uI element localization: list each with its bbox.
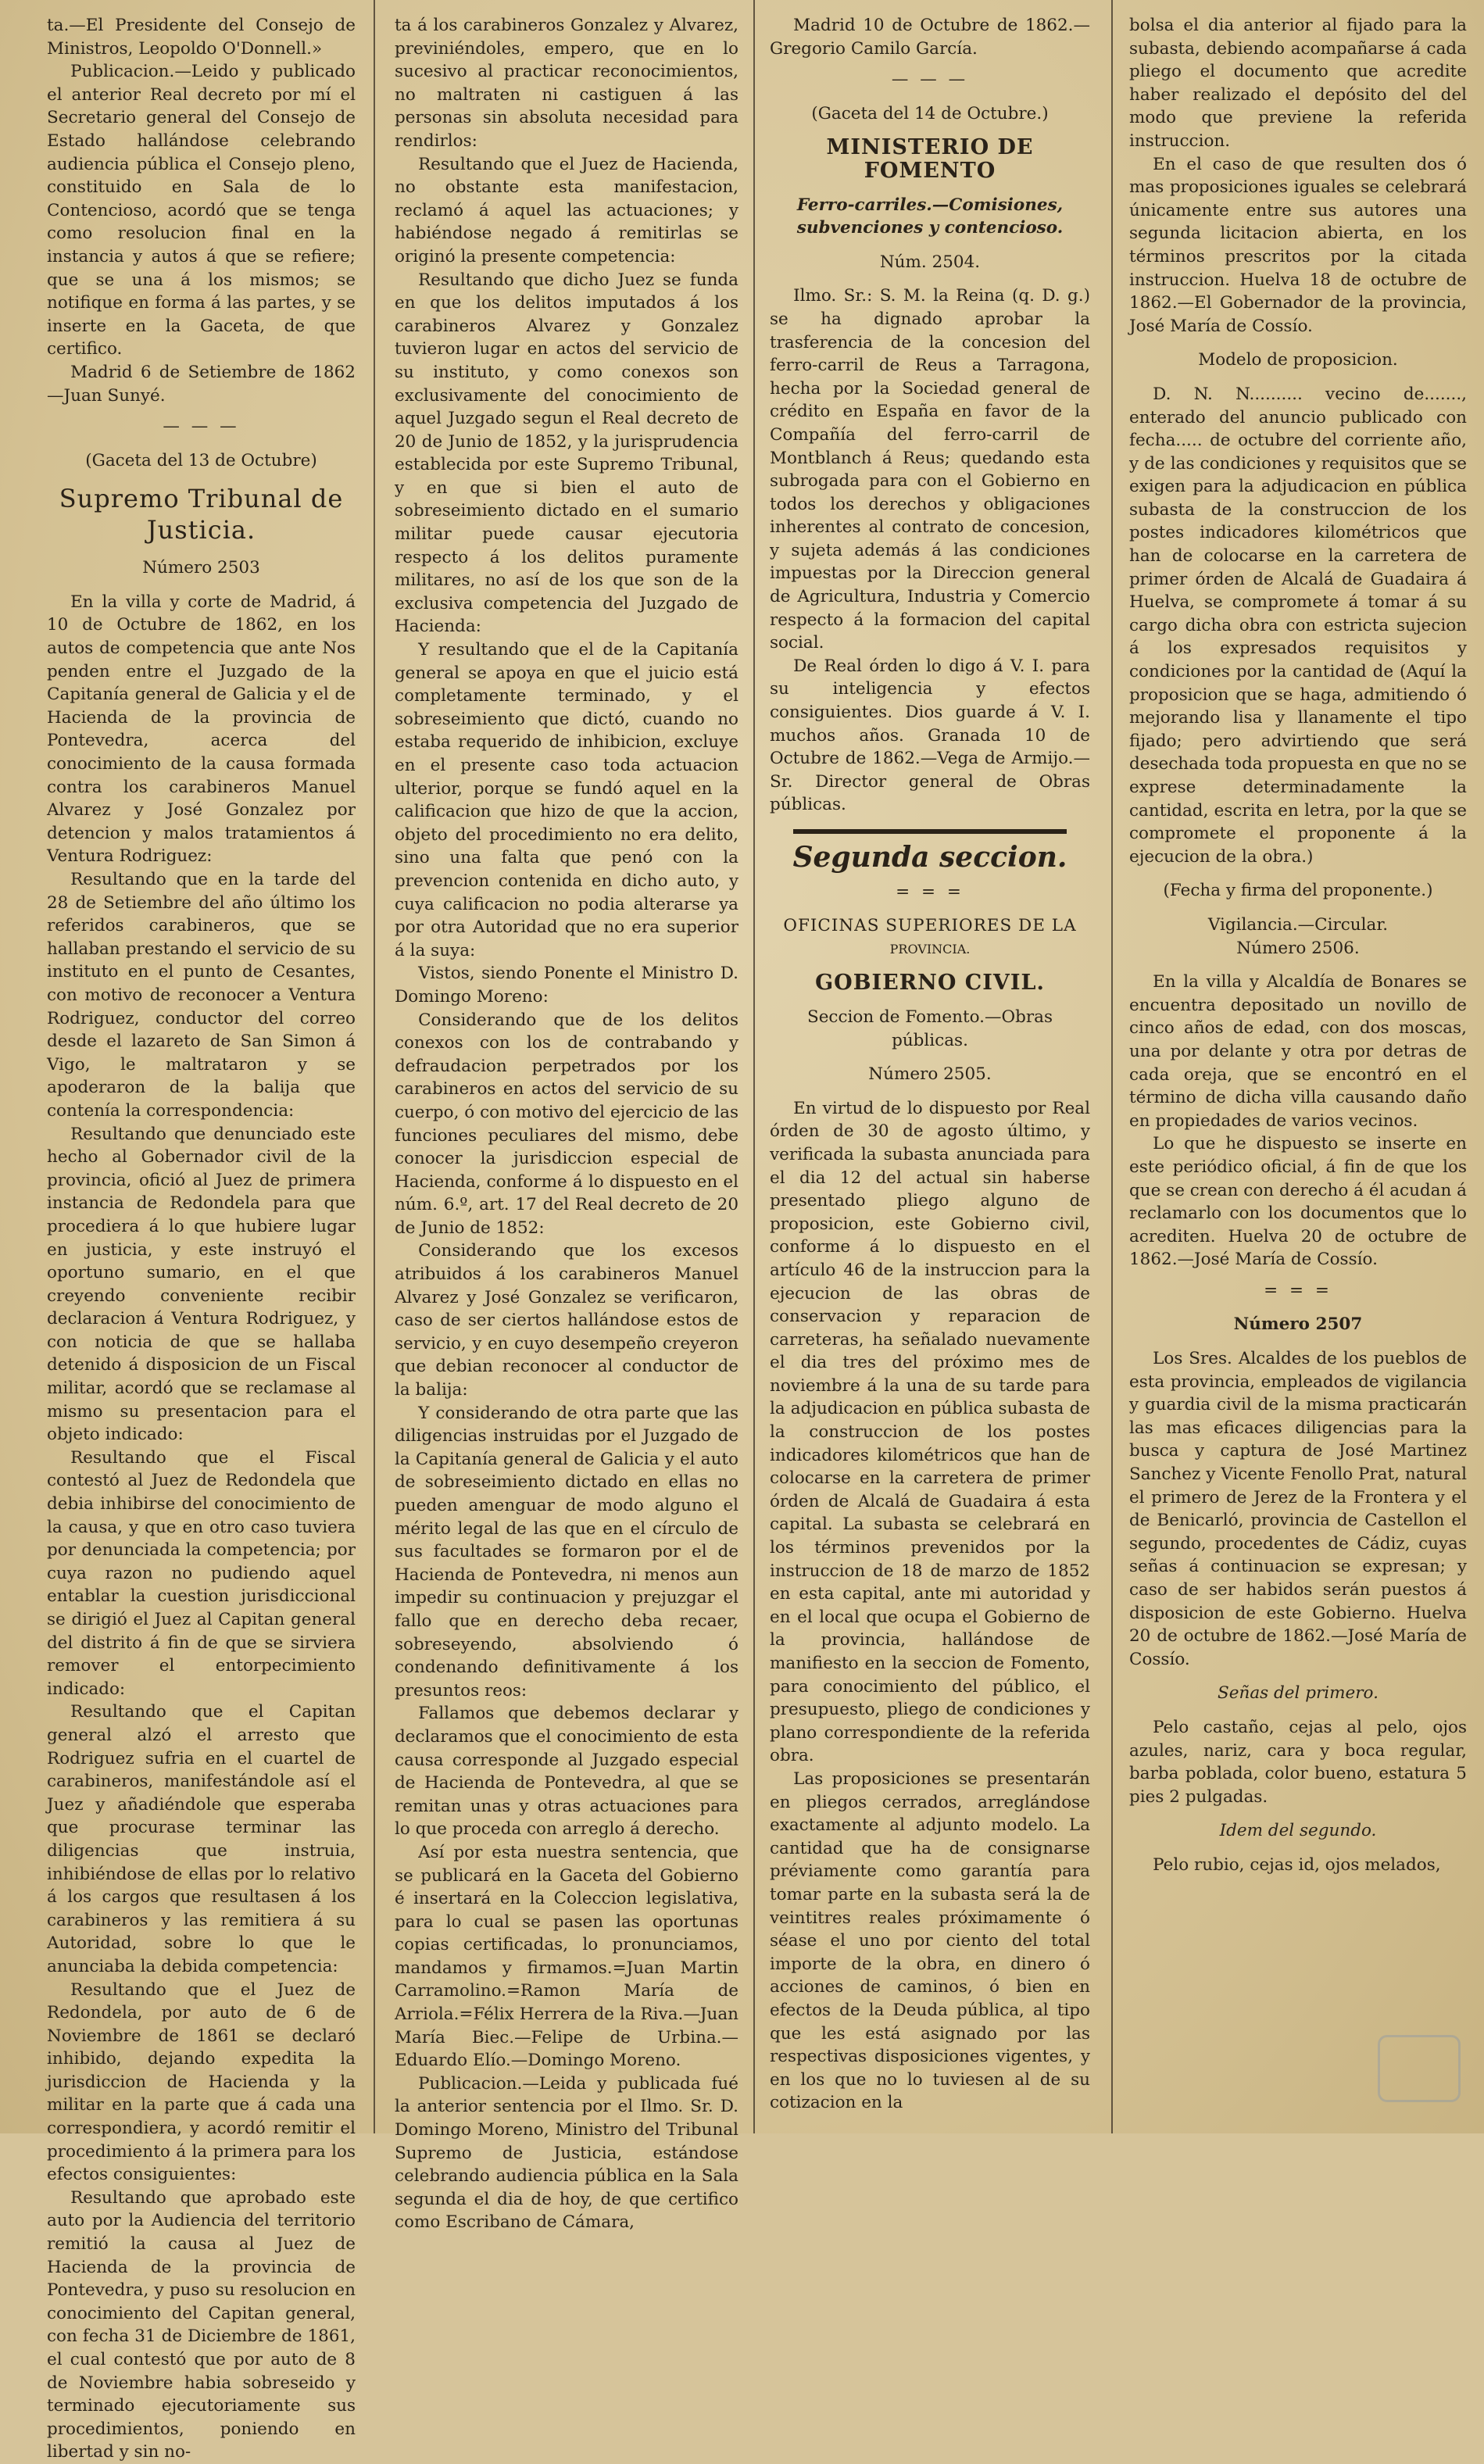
paragraph: Fallamos que debemos declarar y declaramos que el conocimiento de esta causa corresponde al Juzgado especial de Hacienda de Pontevedra, al que se remitan unas y otras actuaciones para lo que proceda con arreglo á derecho.: [395, 1704, 738, 1840]
features-heading: Idem del segundo.: [1219, 1821, 1377, 1841]
paragraph: Resultando que el Juez de Redondela, por auto de 6 de Noviembre de 1861 se declaró inhibido, dejando expedita la jurisdiccion de Hacienda y la militar en la parte que á cada una correspondiera, y acordó remitir el procedimiento á la primera para los efectos consiguientes:: [47, 1979, 356, 2185]
vigilancia-heading: Vigilancia.—Circular.: [1207, 914, 1389, 935]
paragraph: D. N. N.......... vecino de......., enterado del anuncio publicado con fecha..... de octubre del corriente año, y de las condiciones y requisitos que se exigen para la adjudicacion en pública subasta de la construccion de los postes indicadores kilométricos que han de colocarse en la carretera de primer órden de Alcalá de Guadaira á Huelva, se compromete á tomar á su cargo dicha obra con estricta sujecion á los expresados requisitos y condiciones por la cantidad de (Aquí la proposicion que se haga, admitiendo ó mejorando lisa y llanamente el tipo fijado; pero advirtiendo que será desechada toda propuesta en que no se exprese determinadamente la cantidad, escrita en letra, por la que se compromete el proponente á la ejecucion de la obra.): [1129, 384, 1467, 867]
paragraph: Resultando que en la tarde del 28 de Setiembre del año último los referidos carabineros, que se hallaban prestando el servicio de su instituto en el punto de Cesantes, con motivo de reconocer a Ventura Rodriguez, conductor del correo desde el lazareto de San Simon á Vigo, le maltrataron y se apoderaron de la balija que contenía la correspondencia:: [47, 870, 356, 1121]
paragraph: Pelo castaño, cejas al pelo, ojos azules, nariz, cara y boca regular, barba poblada, color bueno, estatura 5 pies 2 pulgadas.: [1129, 1717, 1467, 1807]
library-stamp-icon: [1378, 2035, 1461, 2102]
paragraph: ta á los carabineros Gonzalez y Alvarez, previniéndoles, empero, que en lo sucesivo al practicar reconocimientos, no maltraten ni castiguen á las personas sin absoluta necesidad para rendirlos:: [395, 16, 738, 151]
paragraph: ta.—El Presidente del Consejo de Ministros, Leopoldo O'Donnell.»: [47, 16, 356, 59]
section-heading: Segunda seccion.: [792, 841, 1067, 874]
paragraph: En la villa y Alcaldía de Bonares se encuentra depositado un novillo de cinco años de edad, con dos moscas, una por delante y otra por detras de cada oreja, que se encontró en el término de dicha villa causando daño en propiedades de varios vecinos.: [1129, 972, 1467, 1131]
paragraph: Resultando que aprobado este auto por la Audiencia del territorio remitió la causa al Juez de Hacienda de la provincia de Pontevedra, y puso su resolucion en conocimiento del Capitan general, con fecha 31 de Diciembre de 1861, el cual contestó que por auto de 8 de Noviembre habia sobreseido y terminado ejecutoriamente sus procedimientos, poniendo en libertad y sin no-: [47, 2187, 356, 2462]
number-label: Número 2505.: [868, 1064, 992, 1085]
signature-note: (Fecha y firma del proponente.): [1163, 881, 1433, 901]
model-heading: Modelo de proposicion.: [1198, 350, 1398, 370]
paragraph: Resultando que el Capitan general alzó el arresto que Rodriguez sufria en el cuartel de carabineros, manifestándole así el Juez y añadiéndole que esperaba que procurase terminar las diligencias que instruia, inhibiéndose de ellas por lo relativo á los cargos que resultasen á los carabineros y las remitiera á su Autoridad, sobre lo que le anunciaba la debida competencia:: [47, 1702, 356, 1976]
paragraph: Las proposiciones se presentarán en pliegos cerrados, arreglándose exactamente al adjunto modelo. La cantidad que ha de consignarse préviamente como garantía para tomar parte en la subasta será la de veintitres reales próximamente ó séase el uno por ciento del total importe de la obra, en dinero ó acciones de caminos, ó bien en efectos de la Deuda pública, al tipo que les está asignado por las respectivas disposiciones vigentes, y en los que no lo tuviesen al de su cotizacion en la: [770, 1768, 1090, 2113]
separator: = = =: [1264, 1280, 1332, 1300]
number-label: Número 2507: [1233, 1314, 1363, 1335]
paragraph: Vistos, siendo Ponente el Ministro D. Domingo Moreno:: [395, 964, 738, 1007]
paragraph: De Real órden lo digo á V. I. para su inteligencia y efectos consiguientes. Dios guarde á V. I. muchos años. Granada 10 de Octubre de 1862.—Vega de Armijo.—Sr. Director general de Obras públicas.: [770, 656, 1090, 815]
paragraph: En virtud de lo dispuesto por Real órden de 30 de agosto último, y verificada la subasta anunciada para el dia 12 del actual sin haberse presentado pliego alguno de proposicion, este Gobierno civil, conforme á lo dispuesto en el artículo 46 de la instruccion para la ejecucion de las obras de conservacion y reparacion de carreteras, ha señalado nuevamente el dia tres del próximo mes de noviembre á la una de su tarde para la adjudicacion en pública subasta de la construccion de los postes indicadores kilométricos que han de colocarse en la carretera de primer órden de Alcalá de Guadaira á esta capital. La subasta se celebrará en los términos prevenidos por la instruccion de 18 de marzo de 1852 en esta capital, ante mi autoridad y en el local que ocupa el Gobierno de la provincia, hallándose de manifiesto en la seccion de Fomento, para conocimiento del público, el presupuesto, pliego de condiciones y plano correspondiente de la referida obra.: [770, 1098, 1090, 1766]
thick-rule: [793, 829, 1067, 834]
paragraph: Y resultando que el de la Capitanía general se apoya en que el juicio está completamente terminado, y el sobreseimiento que dictó, cuando no estaba requerido de inhibicion, excluye en el presente caso toda actuacion ulterior, porque se fundó aquel en la calificacion que hizo de que la accion, objeto del procedimiento no era delito, sino una falta que penó con la prevencion contenida en dicho auto, y cuya calificacion no podia alterarse ya por otra Autoridad que no era superior á la suya:: [395, 640, 738, 960]
paragraph: Resultando que denunciado este hecho al Gobernador civil de la provincia, ofició al Juez de primera instancia de Redondela para que procediera á lo que hubiere lugar en justicia, y este instruyó el oportuno sumario, en el que creyendo conveniente recibir declaracion á Ventura Rodriguez, y con noticia de que se hallaba detenido á disposicion de un Fiscal militar, acordó que se reclamase al mismo su presentacion para el objeto indicado:: [47, 1124, 356, 1445]
column-2: [395, 14, 738, 2233]
paragraph: bolsa el dia anterior al fijado para la subasta, debiendo acompañarse á cada pliego el documento que acredite haber realizado el depósito del del modo que previene la referida instruccion.: [1129, 16, 1467, 151]
paragraph: Considerando que los excesos atribuidos á los carabineros Manuel Alvarez y José Gonzalez se verificaron, caso de ser ciertos hallándose estos de servicio, y en cuyo desempeño creyeron que debian reconocer al conductor de la balija:: [395, 1241, 738, 1400]
paragraph: Publicacion.—Leido y publicado el anterior Real decreto por mí el Secretario general del Consejo de Estado hallándose celebrando audiencia pública el Consejo pleno, constituido en Sala de lo Contencioso, acordó que se tenga como resolucion final en la instancia y autos á que se refiere; que se una á los mismos; se notifique en forma á las partes, y se inserte en la Gaceta, de que certifico.: [47, 62, 356, 359]
seccion-fomento: Seccion de Fomento.—Obras públicas.: [806, 1007, 1053, 1050]
paragraph: Así por esta nuestra sentencia, que se publicará en la Gaceta del Gobierno é insertará en la Coleccion legislativa, para lo cual se pasen las oportunas copias certificadas, lo pronunciamos, mandamos y firmamos.=Juan Martin Carramolino.=Ramon María de Arriola.=Félix Herrera de la Riva.—Juan María Biec.—Felipe de Urbina.—Eduardo Elío.—Domingo Moreno.: [395, 1842, 738, 2071]
paragraph: Y considerando de otra parte que las diligencias instruidas por el Juzgado de la Capitanía general de Galicia y el auto de sobreseimiento dictado en ellas no pueden amenguar de modo alguno el mérito legal de las que en el círculo de sus facultades se formaron por el de Hacienda de Pontevedra, ni menos aun impedir su continuacion y prejuzgar el fallo que en derecho deba recaer, sobreseyendo, absolviendo ó condenando definitivamente á los presuntos reos:: [395, 1403, 738, 1700]
subheading: Ferro-carriles.—Comisiones, subvenciones y contencioso.: [796, 195, 1064, 238]
ministry-heading: MINISTERIO DE FOMENTO: [826, 135, 1034, 183]
paragraph: Considerando que de los delitos conexos con los de contrabando y defraudacion perpetrados por los carabineros en actos del servicio de su cuerpo, ó con motivo del ejercicio de las funciones peculiares del mismo, debe conocer la jurisdiccion especial de Hacienda, conforme á lo dispuesto en el núm. 6.º, art. 17 del Real decreto de 20 de Junio de 1852:: [395, 1010, 738, 1238]
paragraph: Lo que he dispuesto se inserte en este periódico oficial, á fin de que los que se crean con derecho á él acudan á reclamarlo con los documentos que lo acrediten. Huelva 20 de octubre de 1862.—José María de Cossío.: [1129, 1134, 1467, 1270]
gaceta-date: (Gaceta del 14 de Octubre.): [811, 103, 1049, 123]
features-heading: Señas del primero.: [1218, 1683, 1379, 1704]
date-signature: Madrid 10 de Octubre de 1862.—Gregorio Camilo García.: [770, 16, 1090, 59]
province-label: PROVINCIA.: [889, 941, 971, 957]
column-1: [47, 14, 356, 2462]
gobierno-heading: GOBIERNO CIVIL.: [815, 971, 1045, 996]
number-label: Número 2506.: [1236, 938, 1360, 958]
paragraph: Publicacion.—Leida y publicada fué la anterior sentencia por el Ilmo. Sr. D. Domingo Moreno, Ministro del Tribunal Supremo de Justicia, estándose celebrando audiencia pública en la Sala segunda el dia de hoy, de que certifico como Escribano de Cámara,: [395, 2073, 738, 2233]
paragraph: Los Sres. Alcaldes de los pueblos de esta provincia, empleados de vigilancia y guardia civil de la misma practicarán las mas eficaces diligencias para la busca y captura de José Martinez Sanchez y Vicente Fenollo Prat, natural el primero de Jerez de la Frontera y el de Benicarló, provincia de Castellon el segundo, procedentes de Cádiz, cuyas señas á continuacion se expresan; y caso de ser habidos serán puestos á disposicion de este Gobierno. Huelva 20 de octubre de 1862.—José María de Cossío.: [1129, 1349, 1467, 1669]
column-rule: [1111, 0, 1113, 2133]
section-heading: Supremo Tribunal de Justicia.: [59, 484, 344, 545]
column-3: [770, 14, 1090, 2126]
column-rule: [374, 0, 375, 2133]
column-4: [1129, 14, 1467, 2126]
paragraph: Resultando que dicho Juez se funda en que los delitos imputados á los carabineros Alvarez y Gonzalez tuvieron lugar en actos del servicio de su instituto, y como conexos son exclusivamente del conocimiento de aquel Juzgado segun el Real decreto de 20 de Junio de 1852, y la jurisprudencia establecida por este Supremo Tribunal, y en que si bien el auto de sobreseimiento dictado en el sumario militar puede causar ejecutoria respecto á los delitos puramente militares, no así de los que son de la exclusiva competencia del Juzgado de Hacienda:: [395, 270, 738, 637]
gaceta-date: (Gaceta del 13 de Octubre): [85, 450, 317, 470]
number-label: Número 2503: [142, 558, 260, 578]
separator: — — —: [163, 417, 240, 437]
column-rule: [753, 0, 755, 2133]
paragraph: En el caso de que resulten dos ó mas proposiciones iguales se celebrará únicamente entre sus autores una segunda licitacion abierta, en los términos prescritos por la citada instruccion. Huelva 18 de octubre de 1862.—El Gobernador de la provincia, José María de Cossío.: [1129, 154, 1467, 336]
separator: = = =: [896, 882, 964, 902]
date-signature: Madrid 6 de Setiembre de 1862 —Juan Sunyé.: [47, 362, 356, 406]
paragraph: Resultando que el Juez de Hacienda, no obstante esta manifestacion, reclamó á aquel las actuaciones; y habiéndose negado á remitirlas se originó la presente competencia:: [395, 154, 738, 266]
separator: — — —: [891, 70, 969, 90]
number-label: Núm. 2504.: [879, 252, 981, 272]
paragraph: En la villa y corte de Madrid, á 10 de Octubre de 1862, en los autos de competencia que ante Nos penden entre el Juzgado de la Capitanía general de Galicia y el de Hacienda de la provincia de Pontevedra, acerca del conocimiento de la causa formada contra los carabineros Manuel Alvarez y José Gonzalez por detencion y malos tratamientos á Ventura Rodriguez:: [47, 592, 356, 867]
paragraph: Ilmo. Sr.: S. M. la Reina (q. D. g.) se ha dignado aprobar la trasferencia de la concesion del ferro-carril de Reus a Tarragona, hecha por la Sociedad general de crédito en España en favor de la Compañía del ferro-carril de Montblanch á Reus; quedando esta subrogada para con el Gobierno en todos los derechos y obligaciones inherentes al contrato de concesion, y sujeta además á las condiciones impuestas por la Direccion general de Agricultura, Industria y Comercio respecto á la formacion del capital social.: [770, 286, 1090, 653]
offices-heading: OFICINAS SUPERIORES DE LA: [783, 916, 1077, 936]
paragraph: Pelo rubio, cejas id, ojos melados,: [1153, 1854, 1441, 1875]
paragraph: Resultando que el Fiscal contestó al Juez de Redondela que debia inhibirse del conocimiento de la causa, y que en otro caso tuviera por denunciada la competencia; por cuya razon no pudiendo aquel entablar la cuestion jurisdiccional se dirigió el Juez al Capitan general del distrito á fin de que se sirviera remover el entorpecimiento indicado:: [47, 1447, 356, 1699]
